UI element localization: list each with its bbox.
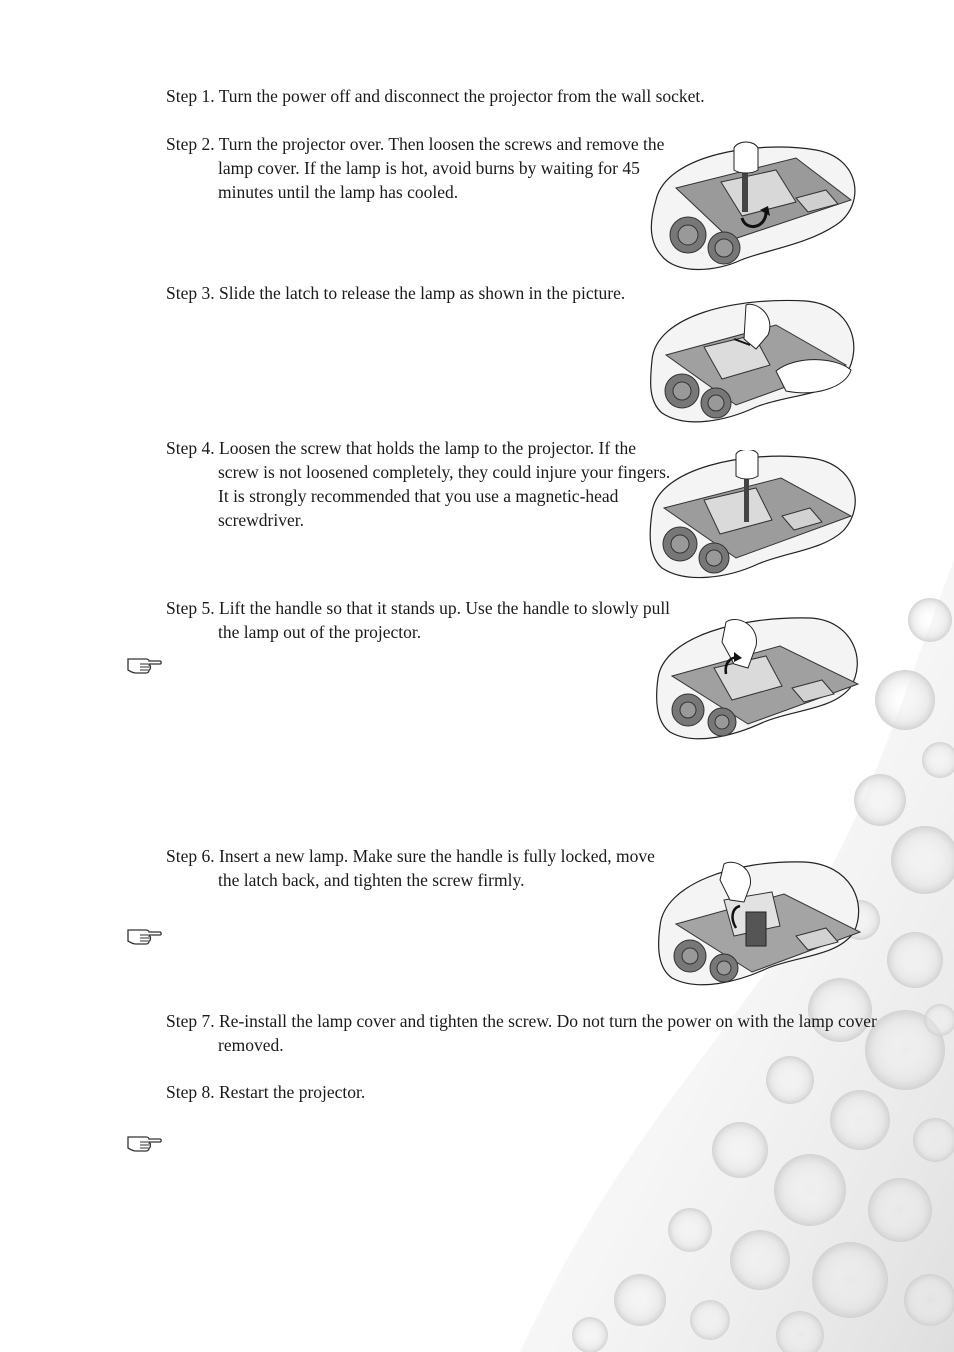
step-label: Step 4.	[166, 438, 215, 458]
step-label: Step 6.	[166, 846, 215, 866]
step-1	[166, 84, 918, 108]
step-label: Step 3.	[166, 283, 215, 303]
step-text: Turn the power off and disconnect the projector from the wall socket.	[218, 86, 705, 106]
step-text: Restart the projector.	[219, 1082, 366, 1102]
step-7	[166, 1009, 918, 1057]
step-4	[166, 436, 678, 532]
step-label: Step 7.	[166, 1011, 215, 1031]
step-text: Turn the projector over. Then loosen the screws and remove the lamp cover. If the lamp is hot, avoid burns by waiting for 45 minutes until the lamp has cooled.	[218, 134, 665, 202]
step-label: Step 8.	[166, 1082, 215, 1102]
loosen-lamp-screw-illustration	[646, 450, 860, 584]
step-warning: Do not turn the power on with the lamp cover removed.	[218, 1011, 877, 1055]
step-label: Step 1.	[166, 86, 215, 106]
pointing-hand-icon	[126, 924, 162, 946]
step-text: Re-install the lamp cover and tighten the screw.	[219, 1011, 553, 1031]
lift-handle-illustration	[652, 612, 864, 746]
pointing-hand-icon	[126, 1131, 162, 1153]
step-3	[166, 281, 678, 305]
step-6	[166, 844, 678, 892]
step-label: Step 2.	[166, 134, 215, 154]
slide-latch-illustration	[646, 295, 860, 429]
step-2	[166, 132, 678, 204]
step-text: Insert a new lamp. Make sure the handle is fully locked, move the latch back, and tighten the screw firmly.	[218, 846, 655, 890]
step-text: Lift the handle so that it stands up. Use the handle to slowly pull the lamp out of the projector.	[218, 598, 671, 642]
step-text: Loosen the screw that holds the lamp to the projector. If the screw is not loosened completely, they could injure your fingers. It is strongly recommended that you use a magnetic-head screwdriver.	[218, 438, 671, 530]
pointing-hand-icon	[126, 653, 162, 675]
remove-lamp-cover-illustration	[646, 140, 860, 276]
step-text: Slide the latch to release the lamp as shown in the picture.	[219, 283, 626, 303]
step-label: Step 5.	[166, 598, 215, 618]
insert-new-lamp-illustration	[654, 856, 866, 992]
step-5	[166, 596, 678, 644]
step-8	[166, 1080, 918, 1104]
